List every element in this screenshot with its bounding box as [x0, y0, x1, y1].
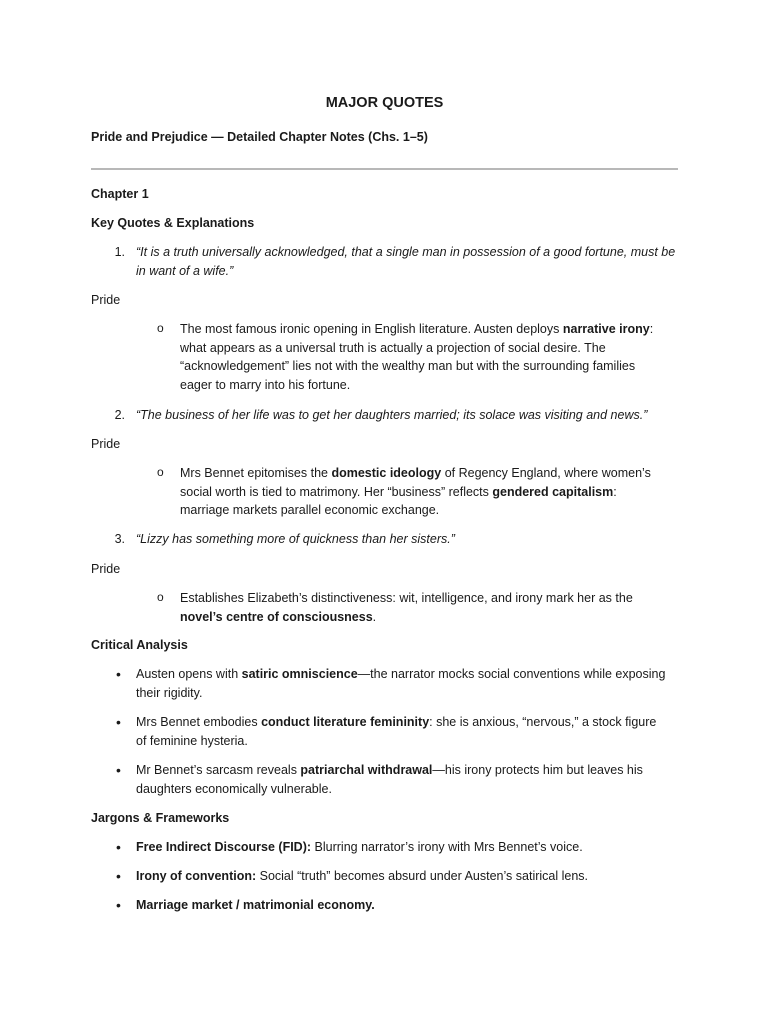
bullet-icon: • — [116, 762, 121, 778]
key-term: satiric omniscience — [241, 667, 358, 681]
quote-label: Pride — [91, 293, 121, 307]
list-item-text: Austen opens with satiric omniscience—the narrator mocks social conventions while exposing their rigidity. — [136, 667, 666, 700]
document-subtitle: Pride and Prejudice — Detailed Chapter Notes (Chs. 1–5) — [91, 130, 428, 144]
key-term: patriarchal withdrawal — [300, 763, 433, 777]
key-term: domestic ideology — [331, 466, 442, 480]
quote-label: Pride — [91, 437, 121, 451]
list-item-text — [136, 896, 666, 915]
circle-bullet-icon: o — [157, 465, 164, 479]
key-term: Free Indirect Discourse (FID): — [136, 840, 312, 854]
chapter-heading: Chapter 1 — [91, 187, 149, 201]
key-term: Marriage market / matrimonial economy. — [136, 898, 375, 912]
key-quotes-heading: Key Quotes & Explanations — [91, 216, 255, 230]
quote-text: “Lizzy has something more of quickness than her sisters.” — [136, 532, 455, 546]
list-item-text: Irony of convention: Social “truth” becomes absurd under Austen’s satirical lens. — [136, 869, 589, 883]
circle-bullet-icon: o — [157, 321, 164, 335]
quote-number: 3. — [114, 532, 125, 546]
quote-number: 1. — [114, 245, 125, 259]
list-item-text: Free Indirect Discourse (FID): Blurring narrator’s irony with Mrs Bennet’s voice. — [136, 840, 583, 854]
quote-text: “It is a truth universally acknowledged, that a single man in possession of a good fortune, must be in want of a wife.” — [136, 245, 676, 278]
key-term: novel’s centre of consciousness — [180, 609, 373, 624]
bullet-icon: • — [116, 666, 121, 682]
explanation-text: Establishes Elizabeth’s distinctiveness: wit, intelligence, and irony mark her as the novel’s centre of consciousness. — [180, 591, 633, 624]
quote-number: 2. — [114, 408, 125, 422]
quote-text: “The business of her life was to get her daughters married; its solace was visiting and news.” — [136, 408, 648, 422]
list-item-text: Mr Bennet’s sarcasm reveals patriarchal withdrawal—his irony protects him but leaves his daughters economically vulnerable. — [136, 763, 643, 796]
quote-label: Pride — [91, 562, 121, 576]
explanation-text: Mrs Bennet epitomises the domestic ideology of Regency England, where women’s social worth is tied to matrimony. Her “business” reflects gendered capitalism: marriage markets parallel economic exchange. — [180, 466, 651, 517]
explanation-text: The most famous ironic opening in English literature. Austen deploys narrative irony: what appears as a universal truth is actually a projection of social desire. The “acknowledgement” lies not with the wealthy man but with the surrounding families eager to marry into his fortune. — [180, 322, 654, 392]
bullet-icon: • — [116, 897, 121, 913]
list-item-text: Mrs Bennet embodies conduct literature femininity: she is anxious, “nervous,” a stock figure of feminine hysteria. — [136, 715, 657, 748]
horizontal-rule — [91, 168, 678, 170]
jargons-heading: Jargons & Frameworks — [91, 811, 230, 825]
page-title: MAJOR QUOTES — [325, 95, 444, 111]
key-term: conduct literature femininity — [261, 715, 430, 729]
key-term: Irony of convention: — [136, 869, 257, 883]
bullet-icon: • — [116, 868, 121, 884]
circle-bullet-icon: o — [157, 590, 164, 604]
bullet-icon: • — [116, 714, 121, 730]
critical-analysis-heading: Critical Analysis — [91, 638, 188, 652]
key-term: narrative irony — [562, 322, 650, 336]
bullet-icon: • — [116, 839, 121, 855]
key-term: gendered capitalism — [492, 484, 614, 499]
